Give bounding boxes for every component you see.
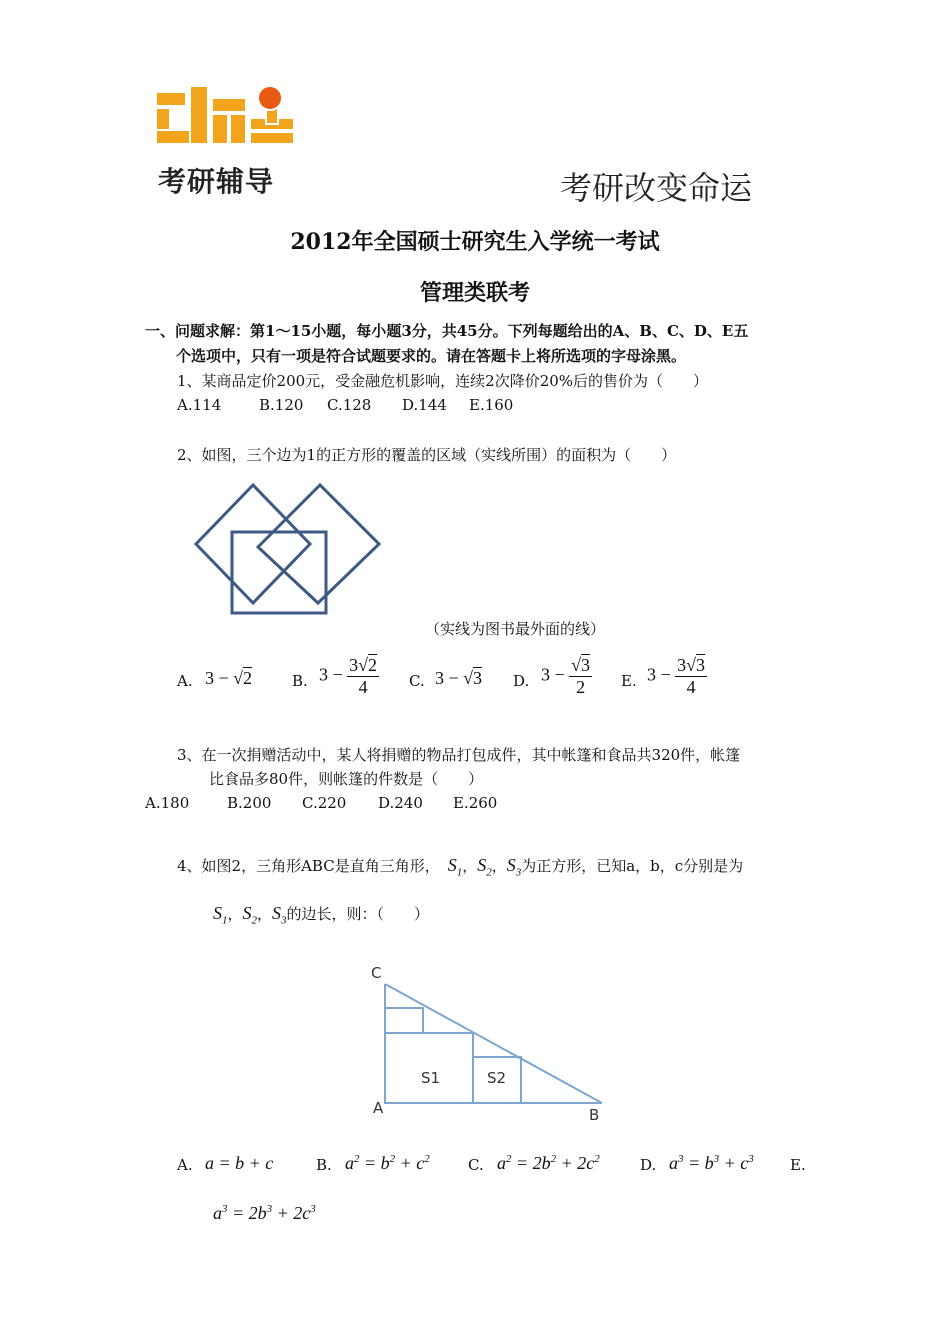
q3-option-d: D.240 (378, 794, 423, 812)
q1-text: 1、某商品定价200元，受金融危机影响，连续2次降价20%后的售价为（ ） (177, 372, 709, 390)
q2-caption: （实线为图书最外面的线） (425, 620, 606, 638)
q4-option-d-expr: $a^3 = b^3 + c^3$ (669, 1153, 754, 1173)
q3-option-b: B.200 (227, 794, 272, 812)
label-s2: S2 (487, 1069, 507, 1087)
q4-options (177, 1153, 817, 1183)
slogan: 考研改变命运 (560, 169, 753, 207)
q2-option-d-expr: 3 − $\frac{√3}{2}$ (541, 655, 591, 697)
q2-option-e-letter: E. (621, 672, 637, 690)
q2-option-c-letter: C. (409, 672, 425, 690)
q1-option-d: D.144 (402, 396, 447, 414)
square-diamond-left (196, 485, 310, 603)
section-line-1: 一、问题求解：第1～15小题，每小题3分，共45分。下列每题给出的A、B、C、D、E五 (145, 322, 749, 340)
q4-line-2: $S_1$，$S_2$，$S_3$的边长，则：（ ） (213, 903, 430, 927)
q4-option-a-letter: A. (177, 1156, 193, 1174)
q1-option-c: C.128 (327, 396, 372, 414)
q4-option-c-expr: $a^2 = 2b^2 + 2c^2$ (497, 1153, 600, 1173)
q2-options (177, 655, 797, 705)
q3-line-2: 比食品多80件，则帐篷的件数是（ ） (209, 770, 484, 788)
q4-option-a-expr: a = b + c (205, 1153, 274, 1173)
q3-option-c: C.220 (302, 794, 347, 812)
section-instructions (145, 319, 825, 369)
q4-option-b-expr: $a^2 = b^2 + c^2$ (345, 1153, 430, 1173)
q2-option-a-letter: A. (177, 672, 193, 690)
exam-subtitle: 管理类联考 (419, 280, 530, 306)
q3-options (145, 794, 545, 814)
logo-subtitle: 考研辅导 (158, 165, 275, 198)
q2-option-d-letter: D. (513, 672, 530, 690)
q4-option-e-letter: E. (790, 1156, 806, 1174)
q1-option-a: A.114 (177, 396, 222, 414)
q2-option-b-letter: B. (292, 672, 308, 690)
exam-title: 2012年全国硕士研究生入学统一考试 (290, 229, 660, 255)
q2-text: 2、如图，三个边为1的正方形的覆盖的区域（实线所围）的面积为（ ） (177, 446, 677, 464)
q3-option-e: E.260 (453, 794, 498, 812)
q2-figure-squares (190, 478, 390, 623)
q3-option-a: A.180 (145, 794, 190, 812)
label-a: A (373, 1099, 384, 1117)
q4-option-d-letter: D. (640, 1156, 657, 1174)
q2-option-b-expr: 3 − $\frac{3√2}{4}$ (319, 655, 378, 697)
q4-figure-triangle (365, 962, 615, 1127)
label-s1: S1 (421, 1069, 441, 1087)
section-line-2: 个选项中，只有一项是符合试题要求的。请在答题卡上将所选项的字母涂黑。 (176, 347, 687, 365)
q4-option-e-expr: $a^3 = 2b^3 + 2c^3$ (213, 1203, 316, 1223)
q4-line-2-end: 的边长，则：（ ） (286, 905, 430, 923)
q4-line-1-end: 为正方形，已知a，b，c分别是为 (521, 857, 744, 875)
square-diamond-right (258, 485, 379, 603)
logo-graphic (150, 78, 300, 163)
q2-option-a-expr: 3 − √2 (205, 668, 253, 688)
q4-option-b-letter: B. (316, 1156, 332, 1174)
label-b: B (589, 1106, 600, 1124)
q2-option-c-expr: 3 − √3 (435, 668, 483, 688)
q1-option-b: B.120 (259, 396, 304, 414)
q4-option-c-letter: C. (468, 1156, 484, 1174)
q4-line-1-start: 4、如图2，三角形ABC是直角三角形， (177, 857, 440, 875)
q1-option-e: E.160 (469, 396, 514, 414)
q2-option-e-expr: 3 − $\frac{3√3}{4}$ (647, 655, 706, 697)
q3-line-1: 3、在一次捐赠活动中，某人将捐赠的物品打包成件，其中帐篷和食品共320件，帐篷 (177, 746, 741, 764)
label-c: C (371, 964, 382, 982)
q4-line-1: 4、如图2，三角形ABC是直角三角形， $S_1$，$S_2$，$S_3$为正方形，已知a，b，c分别是为 (177, 855, 744, 879)
